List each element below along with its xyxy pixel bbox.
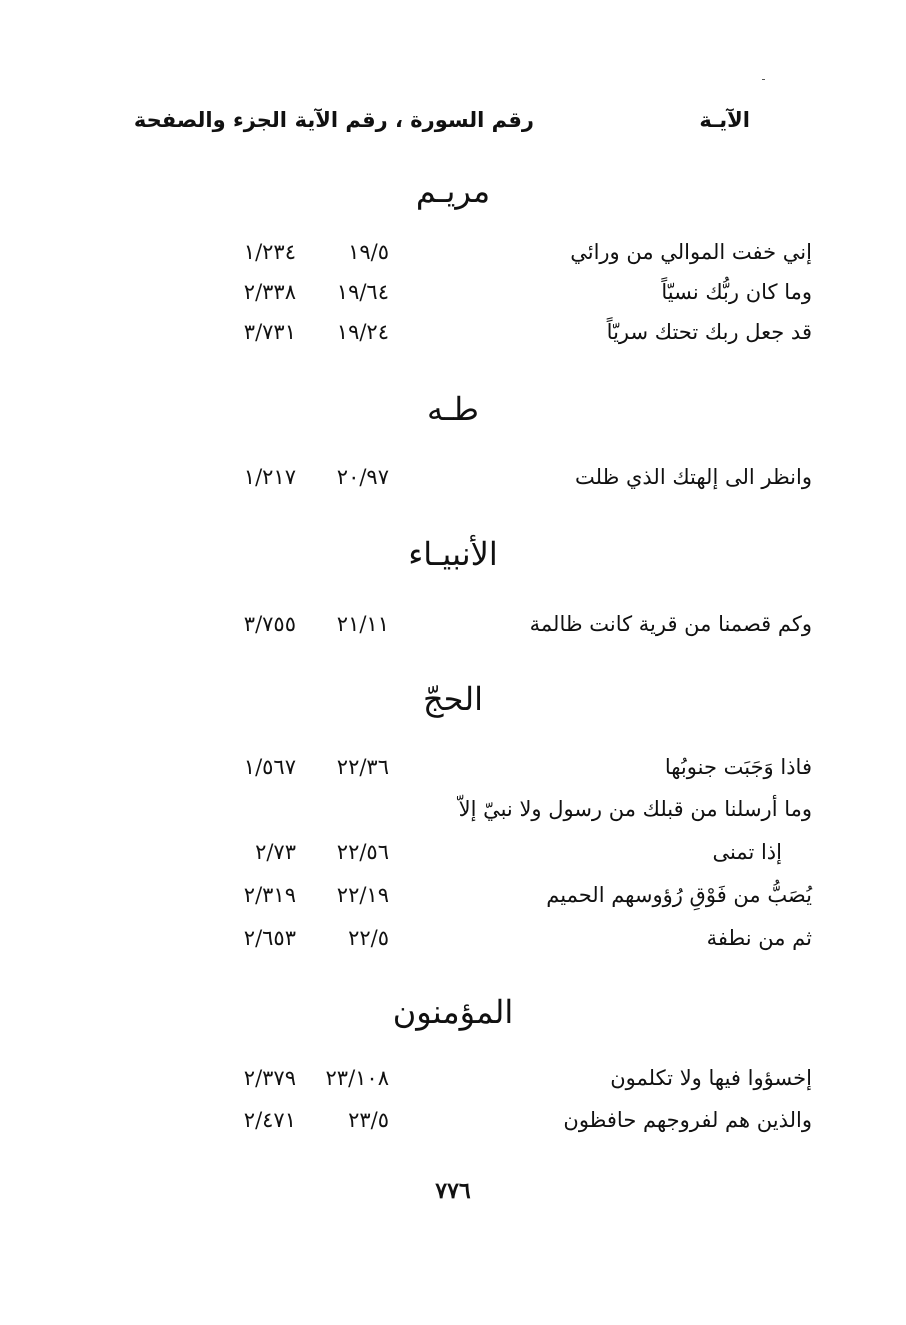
verse-text: والذين هم لفروجهم حافظون [563,1108,812,1132]
section-title-anbiya: الأنبيـاء [408,535,498,573]
section-title-muminun: المؤمنون [392,993,514,1031]
surah-ayah-ref: ٢٠/٩٧ [336,465,389,489]
surah-ayah-ref: ٢٢/٥٦ [336,840,389,864]
surah-ayah-ref: ١٩/٢٤ [336,320,389,344]
table-row [0,926,906,962]
table-row [0,320,906,356]
ink-speck [762,79,765,80]
table-row [0,840,906,876]
table-row [0,883,906,919]
header-surah-ayah: رقم السورة ، رقم الآية [294,108,534,132]
page-number: ٧٧٦ [435,1178,471,1204]
header-juz-page: الجزء والصفحة [133,108,287,132]
juz-page-ref: ٣/٧٥٥ [243,612,296,636]
table-row [0,755,906,791]
surah-ayah-ref: ٢١/١١ [336,612,389,636]
verse-text: وما أرسلنا من قبلك من رسول ولا نبيّ إلاّ [458,797,812,821]
surah-ayah-ref: ٢٣/٥ [348,1108,389,1132]
juz-page-ref: ٢/٧٣ [255,840,296,864]
surah-ayah-ref: ١٩/٦٤ [336,280,389,304]
table-row [0,1108,906,1144]
table-row [0,797,906,833]
verse-text: إني خفت الموالي من ورائي [570,240,812,264]
juz-page-ref: ١/٢٣٤ [243,240,296,264]
table-row [0,1066,906,1102]
verse-text: وكم قصمنا من قرية كانت ظالمة [529,612,812,636]
table-row [0,612,906,648]
verse-text: فاذا وَجَبَت جنوبُها [664,755,812,779]
table-row [0,280,906,316]
verse-text: وما كان ربُّك نسيّاً [661,280,812,304]
juz-page-ref: ٣/٧٣١ [243,320,296,344]
header-ayah: الآيـة [699,108,750,132]
section-title-maryam: مريـم [415,172,491,210]
juz-page-ref: ٢/٣٣٨ [243,280,296,304]
juz-page-ref: ٢/٣١٩ [243,883,296,907]
surah-ayah-ref: ٢٢/٥ [348,926,389,950]
table-row [0,465,906,501]
surah-ayah-ref: ٢٢/١٩ [336,883,389,907]
juz-page-ref: ٢/٦٥٣ [243,926,296,950]
surah-ayah-ref: ١٩/٥ [348,240,389,264]
verse-text: قد جعل ربك تحتك سريّاً [606,320,812,344]
table-row [0,240,906,276]
section-title-hajj: الحجّ [423,680,483,718]
surah-ayah-ref: ٢٣/١٠٨ [325,1066,389,1090]
surah-ayah-ref: ٢٢/٣٦ [336,755,389,779]
verse-text: إخسؤوا فيها ولا تكلمون [610,1066,812,1090]
verse-text: إذا تمنى [712,840,782,864]
verse-text: يُصَبُّ من فَوْقِ رُؤوسهم الحميم [546,883,812,907]
juz-page-ref: ٢/٣٧٩ [243,1066,296,1090]
verse-text: وانظر الى إلهتك الذي ظلت [575,465,812,489]
section-title-taha: طـه [427,390,479,428]
juz-page-ref: ١/٥٦٧ [243,755,296,779]
verse-text: ثم من نطفة [706,926,812,950]
juz-page-ref: ٢/٤٧١ [243,1108,296,1132]
juz-page-ref: ١/٢١٧ [243,465,296,489]
